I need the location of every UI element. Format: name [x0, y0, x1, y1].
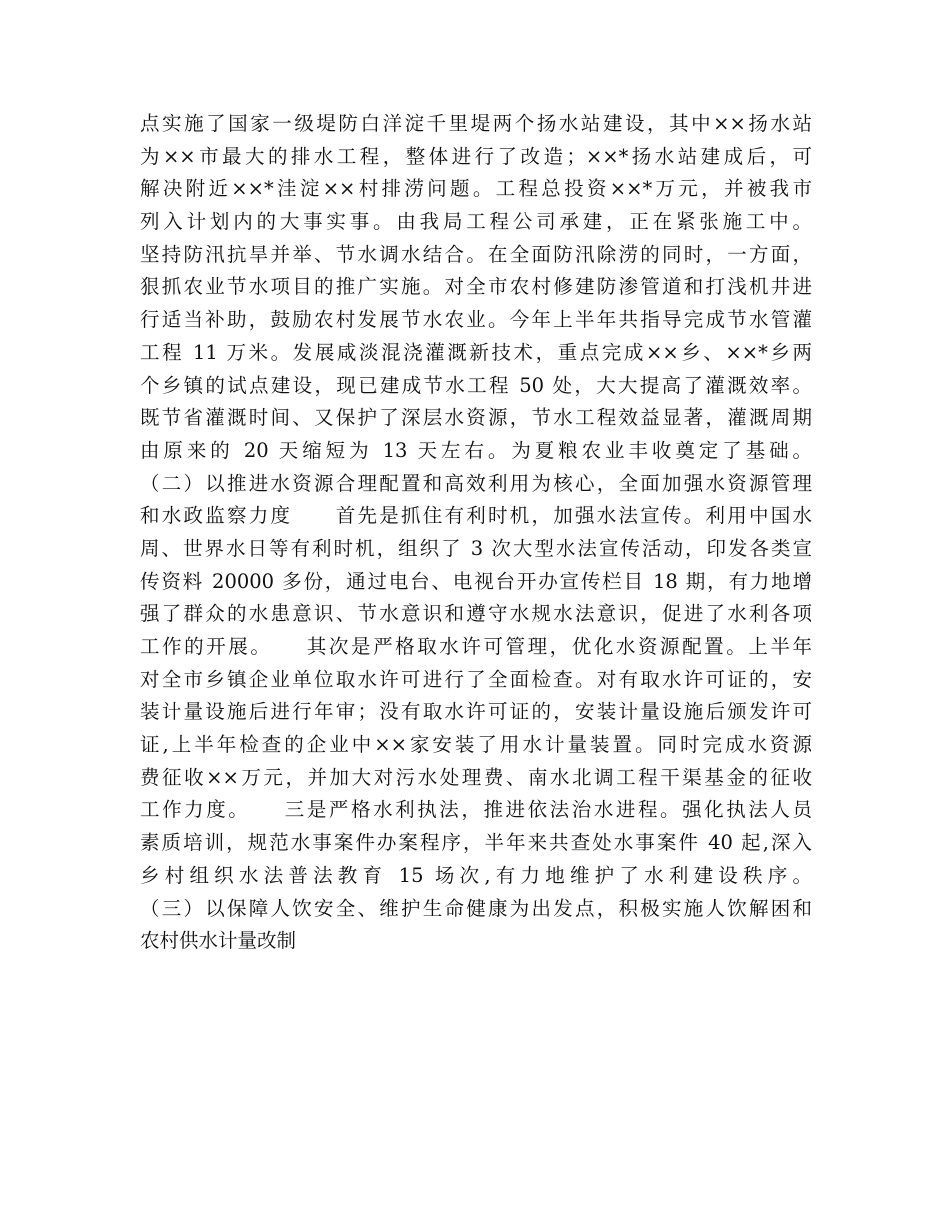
- text-line: 农村供水计量改制: [140, 929, 297, 953]
- text-line: 个乡镇的试点建设，现已建成节水工程 50 处，大大提高了灌溉效率。: [140, 373, 812, 397]
- text-line: 乡村组织水法普法教育 15 场次,有力地维护了水利建设秩序。: [140, 863, 812, 887]
- text-line: 证,上半年检查的企业中××家安装了用水计量装置。同时完成水资源: [140, 733, 812, 757]
- text-line: 列入计划内的大事实事。由我局工程公司承建，正在紧张施工中。: [140, 210, 812, 234]
- text-line: 装计量设施后进行年审；没有取水许可证的，安装计量设施后颁发许可: [140, 700, 812, 724]
- body-text: [140, 108, 812, 958]
- text-line: 解决附近××*洼淀××村排涝问题。工程总投资××*万元，并被我市: [140, 177, 812, 201]
- text-line: 行适当补助，鼓励农村发展节水农业。今年上半年共指导完成节水管灌: [140, 308, 812, 332]
- section-heading-line: （三）以保障人饮安全、维护生命健康为出发点，积极实施人饮解困和: [140, 896, 812, 920]
- text-line: 点实施了国家一级堤防白洋淀千里堤两个扬水站建设，其中××扬水站: [140, 112, 812, 135]
- text-line: 素质培训，规范水事案件办案程序，半年来共查处水事案件 40 起,深入: [140, 831, 812, 855]
- text-line: 狠抓农业节水项目的推广实施。对全市农村修建防渗管道和打浅机井进: [140, 275, 812, 299]
- section-heading-line: （二）以推进水资源合理配置和高效利用为核心，全面加强水资源管理: [140, 471, 812, 495]
- text-line: 传资料 20000 多份，通过电台、电视台开办宣传栏目 18 期，有力地增: [140, 569, 812, 593]
- text-line: 强了群众的水患意识、节水意识和遵守水规水法意识，促进了水利各项: [140, 602, 812, 626]
- text-line: 费征收××万元，并加大对污水处理费、南水北调工程干渠基金的征收: [140, 765, 812, 789]
- text-line: 既节省灌溉时间、又保护了深层水资源，节水工程效益显著，灌溉周期: [140, 406, 812, 430]
- text-line: 坚持防汛抗旱并举、节水调水结合。在全面防汛除涝的同时，一方面，: [140, 242, 812, 266]
- text-line: 周、世界水日等有利时机，组织了 3 次大型水法宣传活动，印发各类宣: [140, 536, 812, 560]
- text-line: 工作力度。 三是严格水利执法，推进依法治水进程。强化执法人员: [140, 798, 812, 822]
- text-line: 对全市乡镇企业单位取水许可进行了全面检查。对有取水许可证的，安: [140, 667, 812, 691]
- text-line: 工作的开展。 其次是严格取水许可管理，优化水资源配置。上半年: [140, 635, 812, 658]
- text-line: 由原来的 20 天缩短为 13 天左右。为夏粮农业丰收奠定了基础。: [140, 438, 812, 462]
- text-line: 工程 11 万米。发展咸淡混浇灌溉新技术，重点完成××乡、××*乡两: [140, 340, 812, 364]
- text-line: 为××市最大的排水工程，整体进行了改造；××*扬水站建成后，可: [140, 144, 812, 168]
- text-line: 和水政监察力度 首先是抓住有利时机，加强水法宣传。利用中国水: [140, 504, 812, 528]
